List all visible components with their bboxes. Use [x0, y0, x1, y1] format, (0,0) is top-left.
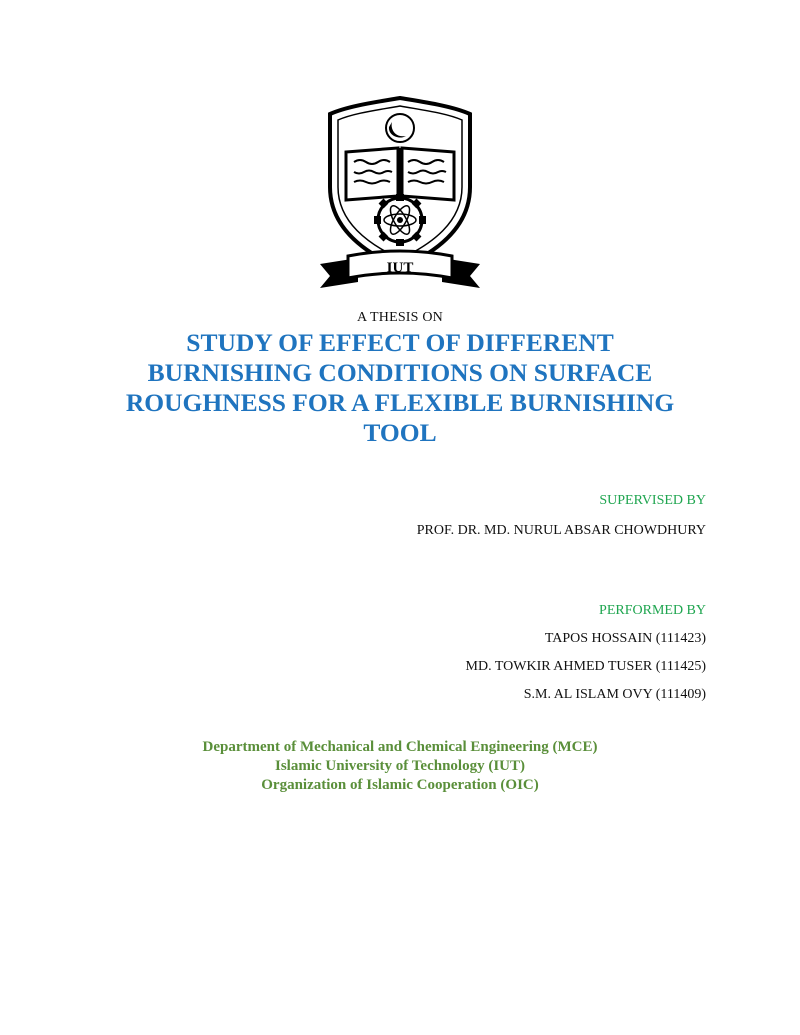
author-name: TAPOS HOSSAIN (111423): [544, 631, 706, 646]
iut-banner-text: IUT: [386, 260, 414, 276]
thesis-title: [100, 328, 700, 448]
author-name: MD. TOWKIR AHMED TUSER (111425): [465, 659, 706, 674]
organization-line: Organization of Islamic Cooperation (OIC): [261, 777, 539, 793]
department-line: Department of Mechanical and Chemical Engineering (MCE): [202, 739, 598, 755]
thesis-title-line: TOOL: [363, 418, 437, 447]
thesis-kicker: A THESIS ON: [357, 310, 443, 325]
author-name: S.M. AL ISLAM OVY (111409): [523, 687, 706, 702]
iut-logo: [318, 92, 482, 290]
university-line: Islamic University of Technology (IUT): [274, 758, 525, 774]
supervised-by-label: SUPERVISED BY: [599, 493, 706, 508]
thesis-title-line: BURNISHING CONDITIONS ON SURFACE: [147, 358, 653, 387]
thesis-title-line: STUDY OF EFFECT OF DIFFERENT: [186, 328, 614, 357]
thesis-title-line: ROUGHNESS FOR A FLEXIBLE BURNISHING: [125, 388, 675, 417]
performed-by-label: PERFORMED BY: [599, 603, 706, 618]
supervisor-name: PROF. DR. MD. NURUL ABSAR CHOWDHURY: [416, 523, 706, 538]
iut-logo-icon: [318, 92, 482, 290]
